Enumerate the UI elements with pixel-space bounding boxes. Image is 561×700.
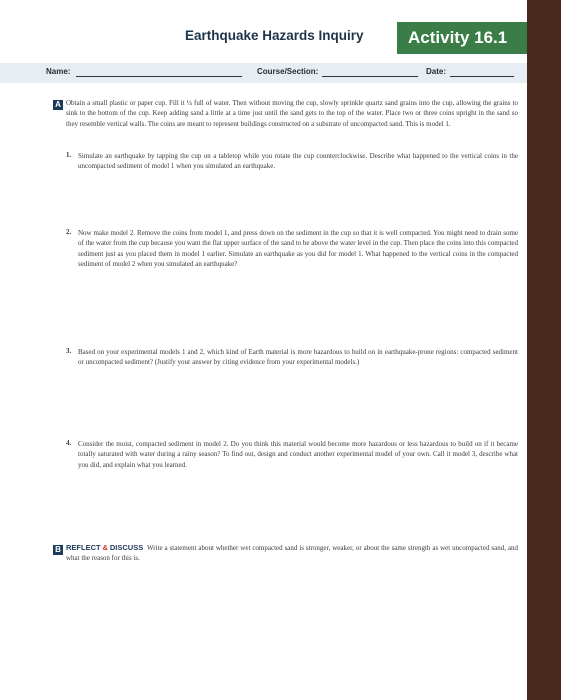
question-4-text: Consider the moist, compacted sediment in model 2. Do you think this material would become more hazardous or less hazardous to build on if it became totally saturated with water during a rainy season? To find out, design and conduct another experimental model of your own. Call it model 3, describe what you did, and explain what you learned. [78,440,518,469]
question-4-number: 4. [66,439,72,447]
date-label: Date: [426,67,447,76]
worksheet-title: Earthquake Hazards Inquiry [185,28,364,43]
reflect-heading: REFLECT [66,543,101,552]
reflect-discuss-text: Write a statement about whether wet compacted sand is stronger, weaker, or about the same strength as wet uncompacted sand, and what the reason for this is. [66,544,519,563]
question-1-text: Simulate an earthquake by tapping the cup on a tabletop while you rotate the cup counterclockwise. Describe what happened to the vertical coins in the uncompacted sediment of model 1 when you simulated an earthquake. [78,152,518,171]
section-b-prompt [66,543,518,564]
book-spine-edge [527,0,561,700]
discuss-heading: DISCUSS [109,543,144,552]
reflect-answer-area[interactable] [66,570,518,680]
course-section-field[interactable] [322,76,418,77]
name-label: Name: [46,67,71,76]
question-4-answer-area[interactable] [78,474,518,534]
name-field[interactable] [76,76,242,77]
question-3-text: Based on your experimental models 1 and 2, which kind of Earth material is more hazardous to build on in earthquake-prone regions: compacted sediment or uncompacted sediment? (Justify your answer by citing evidence from your experimental models.) [78,348,518,367]
section-b-marker: B [53,545,63,555]
question-2-text: Now make model 2. Remove the coins from model 1, and press down on the sediment in the cup so that it is well compacted. You might need to drain some of the water from the cup because you want the flat upper surface of the sand to be above the water level in the cup. Then place the coins into this compacted sediment just as you placed them in model 1 earlier. Simulate an earthquake as you did for model 1. What happened to the vertical coins in the compacted sediment of model 2 when you simulated an earthquake? [78,229,518,268]
student-info-row [0,63,527,83]
course-section-label: Course/Section: [257,67,319,76]
question-3-answer-area[interactable] [78,382,518,432]
question-1-answer-area[interactable] [78,176,518,222]
question-3-number: 3. [66,347,72,355]
date-field[interactable] [450,76,514,77]
question-2-answer-area[interactable] [78,290,518,342]
activity-badge: Activity 16.1 [397,22,536,54]
ampersand: & [102,543,108,552]
section-a-marker: A [53,100,63,110]
question-2-number: 2. [66,228,72,236]
section-a-instructions: Obtain a small plastic or paper cup. Fill it ¼ full of water. Then without moving the cup, slowly sprinkle quartz sand grains into the cup, allowing the grains to sink to the bottom of the cup. Keep adding sand a little at a time just until the sand gets to the top of the water. Place two or three coins upright in the sand so they resemble vertical walls. The coins are meant to represent buildings constructed on a substrate of uncompacted sand. This is model 1. [66,99,518,128]
question-1-number: 1. [66,151,72,159]
